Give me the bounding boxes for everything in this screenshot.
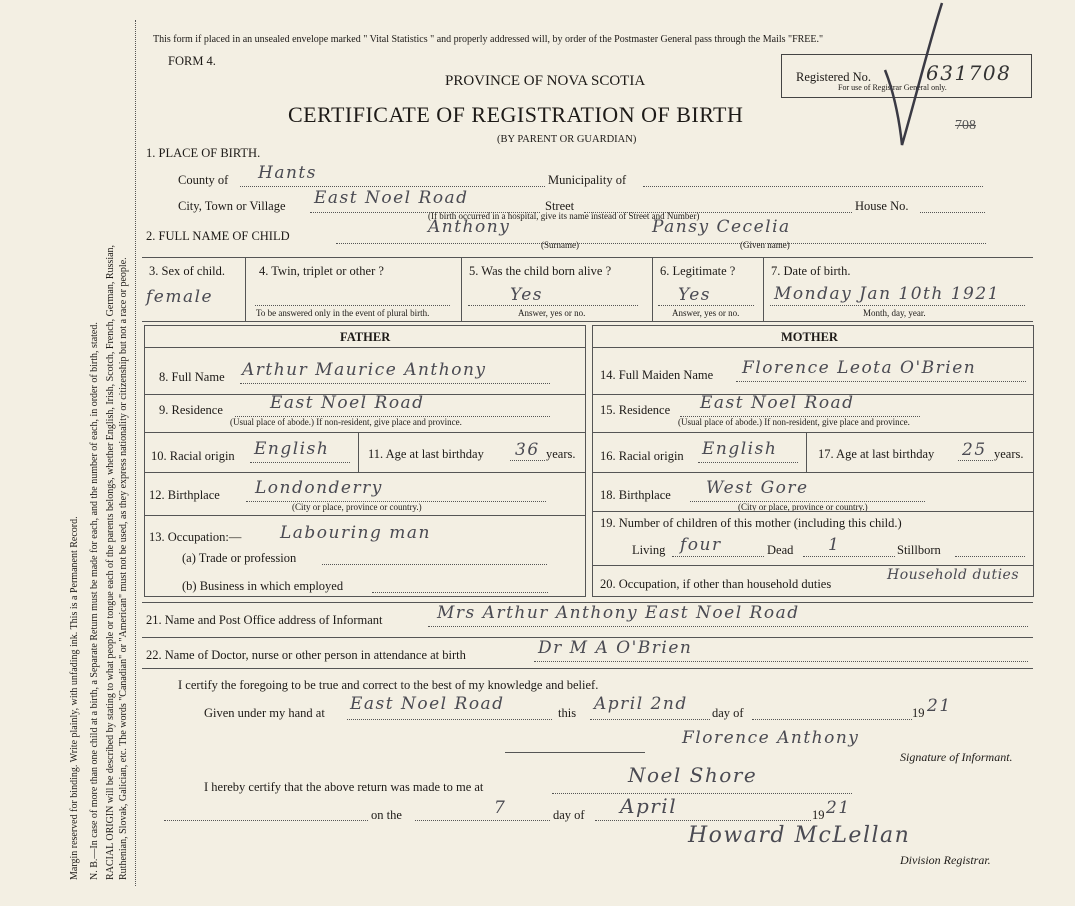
given-caption: (Given name) (740, 240, 790, 250)
registered-number: 631708 (926, 61, 1012, 85)
mother-residence-value: East Noel Road (700, 393, 855, 413)
mother-racial-label: 16. Racial origin (600, 449, 684, 463)
dob-value: Monday Jan 10th 1921 (774, 284, 1000, 304)
year-prefix: 19 (912, 706, 925, 720)
day-of-label: day of (712, 706, 744, 720)
this-day-value: April 2nd (594, 694, 688, 714)
page-title: CERTIFICATE OF REGISTRATION OF BIRTH (288, 102, 744, 127)
mother-children-label: 19. Number of children of this mother (including this child.) (600, 516, 902, 530)
municipality-label: Municipality of (548, 173, 627, 187)
page-subtitle: (BY PARENT OR GUARDIAN) (497, 134, 637, 145)
registered-label: Registered No. (796, 70, 871, 84)
registrar-text: I hereby certify that the above return was made to me at (204, 780, 484, 794)
informant-value: Mrs Arthur Anthony East Noel Road (437, 603, 800, 623)
father-racial-value: English (254, 439, 330, 459)
father-birthplace-label: 12. Birthplace (149, 488, 220, 502)
check-mark-icon (880, 0, 950, 150)
day-of-label-2: day of (553, 808, 585, 822)
margin-note-racial: RACIAL ORIGIN will be described by stating to what people or tongue each of the parents belongs, whether English, Irish, Scotch, French, German, Russian, (105, 244, 116, 880)
mother-age-years: years. (994, 447, 1024, 461)
father-occupation-label: 13. Occupation:— (149, 530, 242, 544)
certify-text: I certify the foregoing to be true and correct to the best of my knowledge and belief. (178, 678, 599, 692)
province-heading: PROVINCE OF NOVA SCOTIA (445, 73, 646, 89)
legitimate-value: Yes (678, 285, 712, 305)
alive-caption: Answer, yes or no. (518, 308, 586, 318)
this-label: this (558, 706, 577, 720)
mother-age-value: 25 (962, 440, 987, 460)
informant-label: 21. Name and Post Office address of Informant (146, 613, 383, 627)
mother-birthplace-value: West Gore (706, 478, 809, 498)
mother-living-value: four (680, 535, 722, 555)
crossed-number: 708 (955, 118, 976, 133)
form-number: FORM 4. (168, 54, 216, 68)
sex-label: 3. Sex of child. (149, 264, 226, 278)
mother-occupation-label: 20. Occupation, if other than household duties (600, 577, 832, 591)
margin-note-binding: Margin reserved for binding. Write plainly, with unfading ink. This is a Permanent Record. (69, 516, 80, 880)
alive-value: Yes (510, 285, 544, 305)
doctor-value: Dr M A O'Brien (538, 638, 693, 658)
twin-label: 4. Twin, triplet or other ? (259, 264, 384, 278)
mother-dead-label: Dead (767, 543, 794, 557)
mail-notice: This form if placed in an unsealed envelope marked " Vital Statistics " and properly addressed will, by order of the Postmaster General pass through the Mails "FREE." (153, 34, 824, 45)
surname-caption: (Surname) (541, 240, 579, 250)
twin-note: To be answered only in the event of plural birth. (256, 308, 430, 318)
signature-caption: Signature of Informant. (900, 750, 1013, 764)
city-value: East Noel Road (314, 188, 469, 208)
father-name-value: Arthur Maurice Anthony (242, 360, 487, 380)
father-age-label: 11. Age at last birthday (368, 447, 484, 461)
mother-heading: MOTHER (781, 330, 838, 344)
registered-note: For use of Registrar General only. (838, 83, 947, 92)
father-residence-label: 9. Residence (159, 403, 223, 417)
hospital-note: (If birth occurred in a hospital, give its name instead of Street and Number) (428, 211, 700, 221)
father-age-value: 36 (515, 440, 540, 460)
legitimate-caption: Answer, yes or no. (672, 308, 740, 318)
mother-occupation-value: Household duties (887, 567, 1020, 583)
father-trade-label: (a) Trade or profession (182, 551, 297, 565)
on-the-label: on the (371, 808, 402, 822)
house-label: House No. (855, 199, 909, 213)
place-of-birth-heading: 1. PLACE OF BIRTH. (146, 146, 261, 160)
registration-day-value: 7 (494, 798, 507, 818)
mother-racial-value: English (702, 439, 778, 459)
mother-birthplace-note: (City or place, province or country.) (738, 502, 868, 512)
county-value: Hants (258, 163, 317, 183)
mother-name-label: 14. Full Maiden Name (600, 368, 714, 382)
father-birthplace-value: Londonderry (255, 478, 383, 498)
child-given-value: Pansy Cecelia (652, 217, 791, 237)
mother-birthplace-label: 18. Birthplace (600, 488, 671, 502)
registrar-signature: Howard McLellan (688, 823, 911, 848)
father-occupation-value: Labouring man (280, 523, 431, 543)
mother-residence-label: 15. Residence (600, 403, 671, 417)
registrar-caption: Division Registrar. (900, 853, 991, 867)
father-name-label: 8. Full Name (159, 370, 225, 384)
registration-month-value: April (620, 794, 678, 818)
father-residence-note: (Usual place of abode.) If non-resident, give place and province. (230, 417, 462, 427)
mother-dead-value: 1 (828, 535, 841, 555)
legitimate-label: 6. Legitimate ? (660, 264, 736, 278)
informant-signature: Florence Anthony (682, 728, 860, 748)
father-heading: FATHER (340, 330, 391, 344)
father-racial-label: 10. Racial origin (151, 449, 235, 463)
mother-stillborn-label: Stillborn (897, 543, 941, 557)
margin-note-nb: N. B.—In case of more than one child at a birth, a Separate Return must be made for each, and the number of each, in order of birth, stated. (89, 322, 100, 880)
mother-name-value: Florence Leota O'Brien (742, 358, 977, 378)
father-business-label: (b) Business in which employed (182, 579, 344, 593)
mother-residence-note: (Usual place of abode.) If non-resident, give place and province. (678, 417, 910, 427)
binding-margin-line (135, 20, 136, 886)
margin-note-racial-2: Ruthenian, Slovak, Galician, etc. The words "Canadian" or "American" must not be used, as they express nationality or citizenship but not a race or people. (118, 257, 129, 880)
county-label: County of (178, 173, 229, 187)
dob-caption: Month, day, year. (863, 308, 926, 318)
father-age-years: years. (546, 447, 576, 461)
doctor-label: 22. Name of Doctor, nurse or other person in attendance at birth (146, 648, 466, 662)
child-name-label: 2. FULL NAME OF CHILD (146, 229, 290, 243)
child-surname-value: Anthony (428, 217, 511, 237)
father-birthplace-note: (City or place, province or country.) (292, 502, 422, 512)
given-place-value: East Noel Road (350, 694, 505, 714)
mother-age-label: 17. Age at last birthday (818, 447, 935, 461)
sex-value: female (146, 287, 214, 307)
dob-label: 7. Date of birth. (771, 264, 851, 278)
given-label: Given under my hand at (204, 706, 325, 720)
year-prefix-2: 19 (812, 808, 825, 822)
street-label: Street (545, 199, 575, 213)
city-label: City, Town or Village (178, 199, 286, 213)
year-value: 21 (927, 696, 952, 716)
year-value-2: 21 (826, 798, 851, 818)
father-residence-value: East Noel Road (270, 393, 425, 413)
alive-label: 5. Was the child born alive ? (469, 264, 612, 278)
mother-living-label: Living (632, 543, 666, 557)
registrar-place-value: Noel Shore (628, 763, 758, 787)
